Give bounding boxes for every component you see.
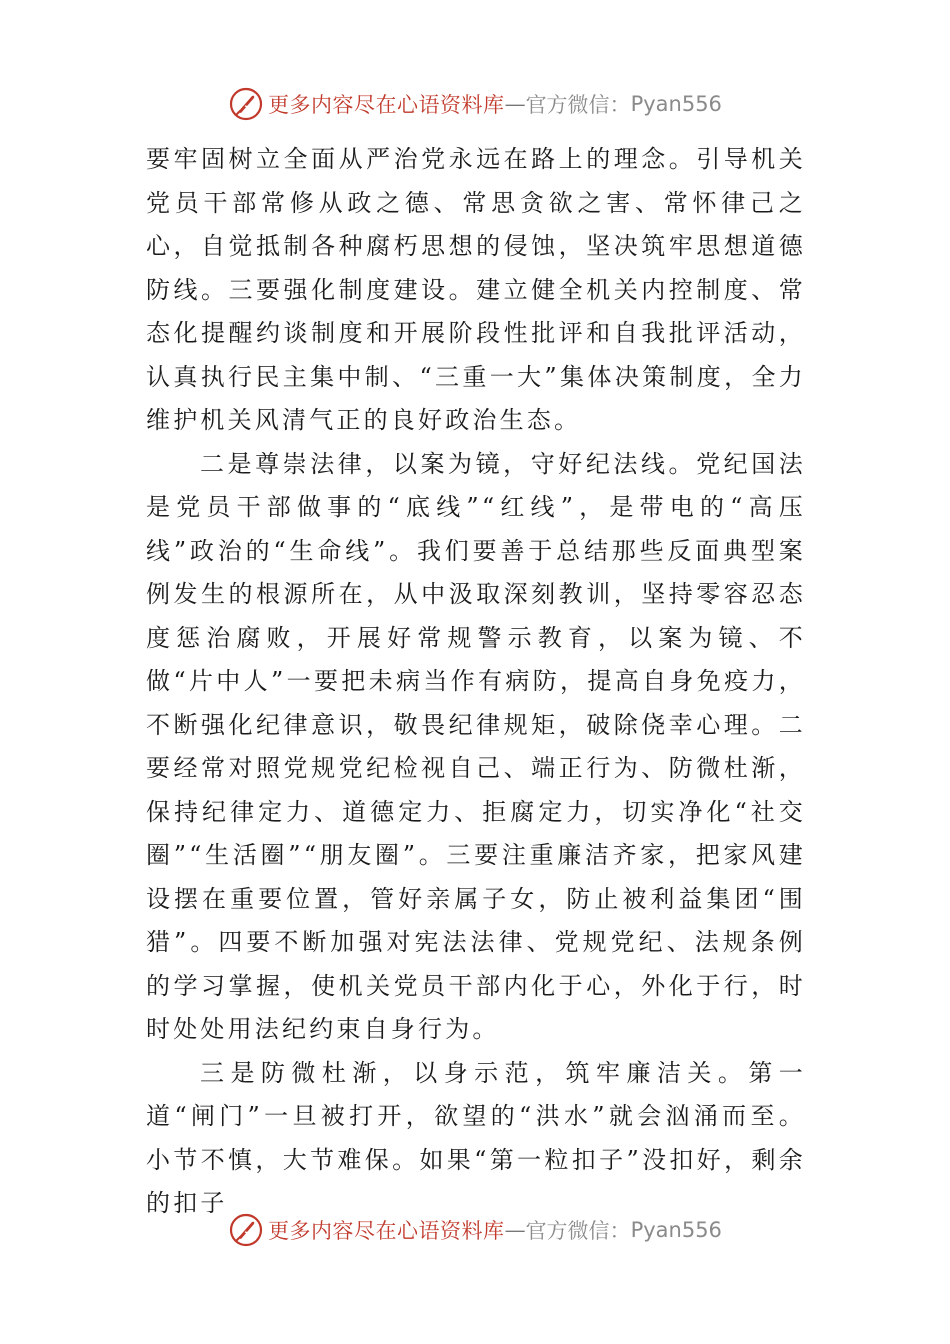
header-watermark-banner xyxy=(0,82,950,126)
banner-official-label: 官方微信： xyxy=(525,93,631,117)
document-body xyxy=(146,138,806,1226)
banner-wechat-handle: Pyan556 xyxy=(630,92,722,116)
banner-official-label: 官方微信： xyxy=(525,1219,631,1243)
banner-dash: — xyxy=(504,1218,526,1242)
banner-brand-text: 更多内容尽在心语资料库 xyxy=(268,93,505,117)
footer-watermark-banner xyxy=(0,1208,950,1252)
quill-seal-icon xyxy=(228,1212,264,1248)
paragraph-3: 三是防微杜渐，以身示范，筑牢廉洁关。第一道“闸门”一旦被打开，欲望的“洪水”就会汹涌而至。小节不慎，大节难保。如果“第一粒扣子”没扣好，剩余的扣子 xyxy=(146,1058,806,1217)
paragraph-2: 二是尊崇法律，以案为镜，守好纪法线。党纪国法是党员干部做事的“底线”“红线”，是带电的“高压线”政治的“生命线”。我们要善于总结那些反面典型案例发生的根源所在，从中汲取深刻教训，坚持零容忍态度惩治腐败，开展好常规警示教育，以案为镜、不做“片中人”一要把未病当作有病防，提高自身免疫力，不断强化纪律意识，敬畏纪律规矩，破除侥幸心理。二要经常对照党规党纪检视自己、端正行为、防微杜渐，保持纪律定力、道德定力、拒腐定力，切实净化“社交圈”“生活圈”“朋友圈”。三要注重廉洁齐家，把家风建设摆在重要位置，管好亲属子女，防止被利益集团“围猎”。四要不断加强对宪法法律、党规党纪、法规条例的学习掌握，使机关党员干部内化于心，外化于行，时时处处用法纪约束自身行为。 xyxy=(146,449,806,1043)
quill-seal-icon xyxy=(228,86,264,122)
paragraph-1: 要牢固树立全面从严治党永远在路上的理念。引导机关党员干部常修从政之德、常思贪欲之害、常怀律己之心，自觉抵制各种腐朽思想的侵蚀，坚决筑牢思想道德防线。三要强化制度建设。建立健全机关内控制度、常态化提醒约谈制度和开展阶段性批评和自我批评活动，认真执行民主集中制、“三重一大”集体决策制度，全力维护机关风清气正的良好政治生态。 xyxy=(146,145,806,434)
banner-wechat-handle: Pyan556 xyxy=(630,1218,722,1242)
banner-dash: — xyxy=(504,92,526,116)
banner-brand-text: 更多内容尽在心语资料库 xyxy=(268,1219,505,1243)
